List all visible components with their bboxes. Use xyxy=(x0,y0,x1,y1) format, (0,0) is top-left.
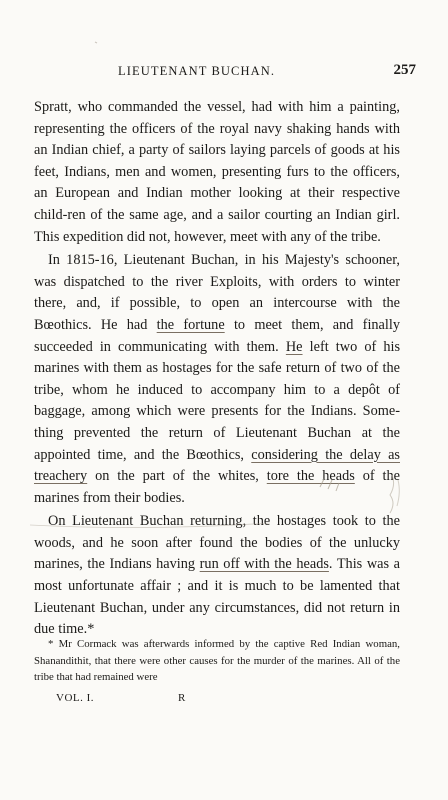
page-number: 257 xyxy=(393,62,416,78)
footnote xyxy=(34,636,400,686)
text-line: shaking hands with an Indian chief, a party of sailors xyxy=(34,120,401,159)
text-line: painting, representing the officers of the royal navy xyxy=(34,99,400,137)
signature-mark: R xyxy=(178,692,186,704)
text-line: laying parcels of goods at his feet, Indians, men and xyxy=(34,142,400,180)
text-run: In 1815-16, Lieutenant Buchan, in his Majesty's schooner, was dispatched to the river Exploits, with orders to winter there, and, if possible, to open an intercourse with the Bœothics. He had xyxy=(34,252,400,333)
text-run: . This was a most unfortunate affair ; and it is much to be lamented that Lieutenant Buchan, under any circumstances, did not return in due time.* xyxy=(34,556,400,638)
underlined-text: tore the heads xyxy=(266,468,355,485)
paper-speck xyxy=(95,42,97,43)
text-line: girl. This expedition did not, however, meet with xyxy=(34,206,400,245)
running-title: LIEUTENANT BUCHAN. xyxy=(118,64,276,78)
text-line: Spratt, who commanded the vessel, had with him a xyxy=(34,99,344,115)
text-run: On Lieutenant Buchan returning, the hostages took to the woods, and he soon after found the bodies of the unlucky marines, the Indians having xyxy=(34,513,400,573)
paragraph-1 xyxy=(34,97,400,248)
text-run: to meet them, and finally succeeded in communicating with them. xyxy=(34,316,400,355)
text-line: any of the tribe. xyxy=(290,228,381,245)
paragraph-3 xyxy=(34,511,400,641)
paragraph-2 xyxy=(34,250,400,509)
text-run: of the marines from their bodies. xyxy=(34,468,400,506)
underlined-text: the fortune xyxy=(156,316,225,333)
text-line: ren of the same age, and a sailor courting an Indian xyxy=(67,206,372,223)
underlined-text: He xyxy=(285,338,303,355)
text-run: left two of his marines with them as hostages for the safe return of two of the tribe, whom he induced to accompany him to a depôt of baggage, among which were presents for the Indians. Something prevented the return of Lieutenant Buchan at the appointed time, and the Bœothics, xyxy=(34,338,401,463)
underlined-text: considering the delay as treachery xyxy=(34,446,400,485)
text-line: women, presenting furs to the officers, an European xyxy=(34,163,400,202)
text-run: on the part of the whites, xyxy=(87,468,267,485)
body-text xyxy=(34,97,400,641)
footnote-text: * Mr Cormack was afterwards informed by the captive Red Indian woman, Shanandithit, that there were other causes for the murder of the marines. All of the tribe that had remained were xyxy=(34,638,400,683)
page-header xyxy=(30,64,426,84)
underlined-text: run off with the heads xyxy=(199,556,329,573)
text-line: and Indian mother looking at their respective child- xyxy=(34,185,400,223)
volume-label: VOL. I. xyxy=(56,692,95,704)
